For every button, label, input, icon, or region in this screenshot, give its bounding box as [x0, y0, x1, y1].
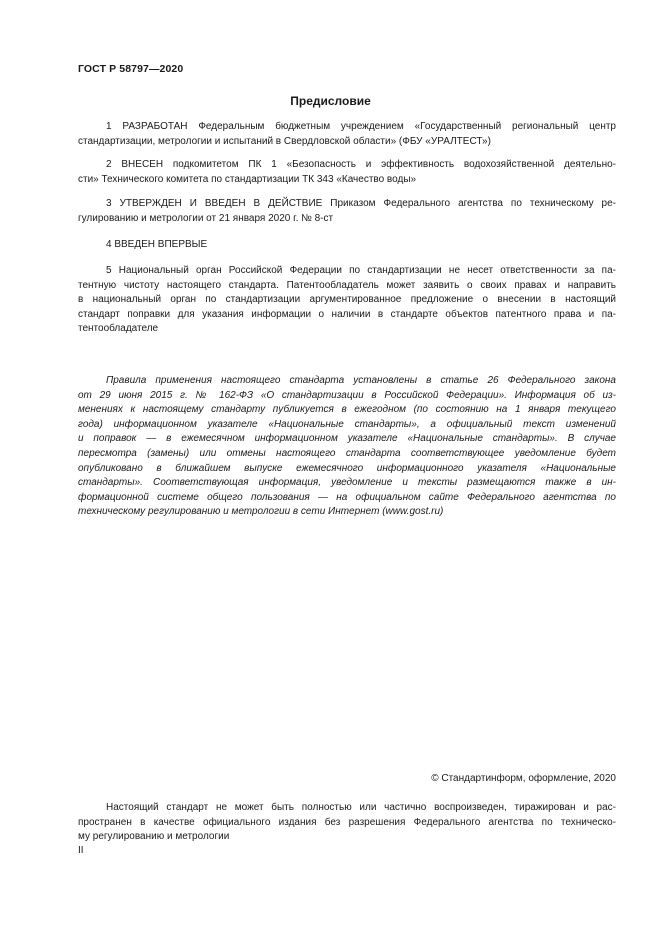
standard-code: ГОСТ Р 58797—2020 [78, 63, 184, 75]
reprint-line-3: му регулированию и метрологии [78, 831, 230, 842]
item-5-line-1: 5 Национальный орган Российской Федерации по стандартизации не несет ответственности за па- [106, 265, 616, 276]
item-1-line-1: 1 РАЗРАБОТАН Федеральным бюджетным учреждением «Государственный региональный центр [106, 121, 616, 132]
notice-line-3: менениях к настоящему стандарту публикуется в ежегодном (по состоянию на 1 января текущего [78, 404, 616, 416]
reprint-notice [78, 801, 616, 845]
notice-line-1: Правила применения настоящего стандарта установлены в статье 26 Федерального закона [106, 375, 616, 386]
item-3-line-2: гулированию и метрологии от 21 января 2020 г. № 8-ст [78, 212, 334, 224]
notice-line-4: года) информационном указателе «Национальные стандарты», а официальный текст изменений [78, 418, 616, 430]
item-5-line-2: тентную чистоту настоящего стандарта. Патентообладатель может заявить о своих правах и направить [78, 279, 616, 291]
notice-line-2: от 29 июня 2015 г. № 162-ФЗ «О стандартизации в Российской Федерации». Информация об из- [78, 389, 616, 401]
notice-line-7: опубликовано в ближайшем выпуске ежемесячного информационного указателя «Национальные [78, 462, 616, 474]
notice-line-10: техническому регулированию и метрологии в сети Интернет (www.gost.ru) [78, 506, 444, 518]
foreword-item-2 [78, 158, 616, 187]
item-2-line-1: 2 ВНЕСЕН подкомитетом ПК 1 «Безопасность и эффективность водохозяйственной деятельно- [106, 159, 616, 170]
item-3-line-1: 3 УТВЕРЖДЕН И ВВЕДЕН В ДЕЙСТВИЕ Приказом Федерального агентства по техническому ре- [106, 198, 616, 209]
item-1-line-2: стандартизации, метрологии и испытаний в Свердловской области» (ФБУ «УРАЛТЕСТ») [78, 135, 491, 147]
foreword-item-3 [78, 197, 616, 226]
notice-line-9: формационной системе общего пользования — на официальном сайте Федерального агентства по [78, 491, 616, 503]
item-5-line-3: в национальный орган по стандартизации аргументированное предложение о внесении в настоящий [78, 294, 616, 305]
foreword-item-1 [78, 120, 616, 149]
item-2-line-2: сти» Технического комитета по стандартизации ТК 343 «Качество воды» [78, 173, 417, 185]
item-4-line-1: 4 ВВЕДЕН ВПЕРВЫЕ [106, 239, 208, 250]
notice-line-6: пересмотра (замены) или отмены настоящего стандарта соответствующее уведомление будет [78, 447, 616, 459]
page-title: Предисловие [290, 94, 371, 108]
reprint-line-1: Настоящий стандарт не может быть полностью или частично воспроизведен, тиражирован и рас- [106, 802, 616, 813]
reprint-line-2: пространен в качестве официального издания без разрешения Федерального агентства по техническо- [78, 816, 616, 828]
notice-line-8: стандарты». Соответствующая информация, уведомление и тексты размещаются также в ин- [78, 477, 616, 489]
copyright-line: © Стандартинформ, оформление, 2020 [431, 773, 616, 784]
legal-notice [78, 374, 616, 520]
notice-line-5: и поправок — в ежемесячном информационном указателе «Национальные стандарты». В случае [78, 433, 616, 445]
foreword-item-4 [78, 238, 616, 253]
item-5-line-5: тентообладателе [78, 323, 159, 334]
item-5-line-4: стандарт поправки для указания информации о наличии в стандарте объектов патентного права и па- [78, 308, 616, 320]
foreword-item-5 [78, 264, 616, 337]
page-number: II [78, 845, 84, 856]
